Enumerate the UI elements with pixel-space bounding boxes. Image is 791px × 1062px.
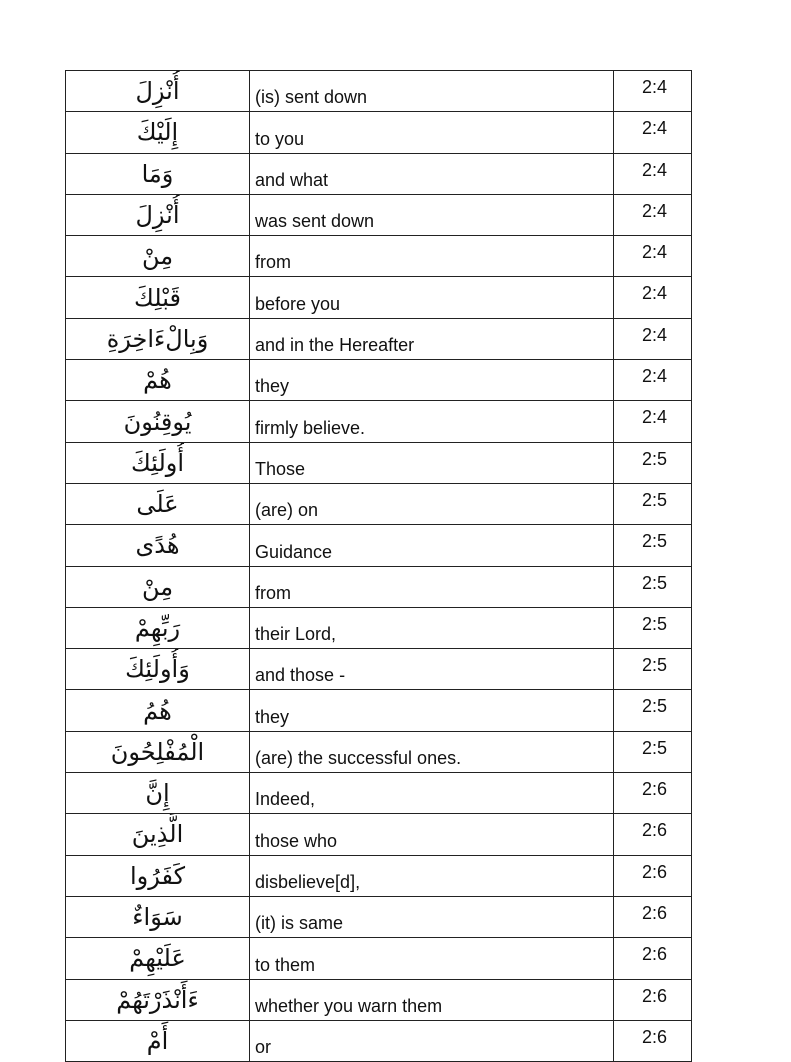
arabic-word-cell: هُدًى [66,525,250,566]
arabic-word-cell: أَمْ [66,1020,250,1061]
verse-reference-cell: 2:5 [614,566,692,607]
arabic-word-cell: عَلَيْهِمْ [66,938,250,979]
english-meaning-cell: and in the Hereafter [250,318,614,359]
verse-reference-cell: 2:4 [614,360,692,401]
table-row [66,236,692,277]
table-row [66,153,692,194]
arabic-word-cell: مِنْ [66,236,250,277]
english-meaning-cell: Those [250,442,614,483]
verse-reference-cell: 2:4 [614,318,692,359]
arabic-word-cell: وَمَا [66,153,250,194]
verse-reference-cell: 2:5 [614,731,692,772]
english-meaning-cell: and those - [250,649,614,690]
arabic-word-cell: رَبِّهِمْ [66,607,250,648]
table-row [66,896,692,937]
english-meaning-cell: (is) sent down [250,71,614,112]
english-meaning-cell: from [250,566,614,607]
verse-reference-cell: 2:5 [614,690,692,731]
arabic-word-cell: وَبِالْءَاخِرَةِ [66,318,250,359]
arabic-word-cell: الْمُفْلِحُونَ [66,731,250,772]
verse-reference-cell: 2:6 [614,938,692,979]
table-row [66,979,692,1020]
table-row [66,690,692,731]
vocabulary-table-body [66,71,692,1062]
verse-reference-cell: 2:4 [614,401,692,442]
verse-reference-cell: 2:5 [614,483,692,524]
english-meaning-cell: (it) is same [250,896,614,937]
english-meaning-cell: to you [250,112,614,153]
table-row [66,525,692,566]
verse-reference-cell: 2:5 [614,525,692,566]
table-row [66,566,692,607]
arabic-word-cell: أُنْزِلَ [66,71,250,112]
table-row [66,773,692,814]
arabic-word-cell: ءَأَنْذَرْتَهُمْ [66,979,250,1020]
vocabulary-table [65,70,692,1062]
verse-reference-cell: 2:4 [614,112,692,153]
table-row [66,731,692,772]
verse-reference-cell: 2:5 [614,442,692,483]
arabic-word-cell: كَفَرُوا [66,855,250,896]
verse-reference-cell: 2:6 [614,814,692,855]
arabic-word-cell: يُوقِنُونَ [66,401,250,442]
arabic-word-cell: أُولَئِكَ [66,442,250,483]
table-row [66,1020,692,1061]
english-meaning-cell: (are) on [250,483,614,524]
english-meaning-cell: from [250,236,614,277]
table-row [66,607,692,648]
verse-reference-cell: 2:5 [614,607,692,648]
english-meaning-cell: whether you warn them [250,979,614,1020]
verse-reference-cell: 2:6 [614,773,692,814]
english-meaning-cell: to them [250,938,614,979]
table-row [66,277,692,318]
verse-reference-cell: 2:4 [614,194,692,235]
verse-reference-cell: 2:6 [614,979,692,1020]
arabic-word-cell: أُنْزِلَ [66,194,250,235]
arabic-word-cell: مِنْ [66,566,250,607]
english-meaning-cell: Indeed, [250,773,614,814]
verse-reference-cell: 2:5 [614,649,692,690]
english-meaning-cell: and what [250,153,614,194]
arabic-word-cell: عَلَى [66,483,250,524]
table-row [66,112,692,153]
arabic-word-cell: هُمْ [66,360,250,401]
verse-reference-cell: 2:6 [614,1020,692,1061]
table-row [66,71,692,112]
table-row [66,814,692,855]
english-meaning-cell: or [250,1020,614,1061]
english-meaning-cell: those who [250,814,614,855]
verse-reference-cell: 2:4 [614,71,692,112]
table-row [66,360,692,401]
verse-reference-cell: 2:4 [614,153,692,194]
table-row [66,442,692,483]
table-row [66,401,692,442]
table-row [66,938,692,979]
english-meaning-cell: disbelieve[d], [250,855,614,896]
arabic-word-cell: هُمُ [66,690,250,731]
verse-reference-cell: 2:6 [614,896,692,937]
english-meaning-cell: they [250,690,614,731]
table-row [66,483,692,524]
table-row [66,855,692,896]
table-row [66,194,692,235]
verse-reference-cell: 2:4 [614,277,692,318]
english-meaning-cell: was sent down [250,194,614,235]
table-row [66,649,692,690]
arabic-word-cell: قَبْلِكَ [66,277,250,318]
english-meaning-cell: firmly believe. [250,401,614,442]
verse-reference-cell: 2:6 [614,855,692,896]
english-meaning-cell: Guidance [250,525,614,566]
table-row [66,318,692,359]
arabic-word-cell: سَوَاءٌ [66,896,250,937]
arabic-word-cell: إِنَّ [66,773,250,814]
english-meaning-cell: they [250,360,614,401]
arabic-word-cell: إِلَيْكَ [66,112,250,153]
english-meaning-cell: (are) the successful ones. [250,731,614,772]
verse-reference-cell: 2:4 [614,236,692,277]
arabic-word-cell: وَأُولَئِكَ [66,649,250,690]
arabic-word-cell: الَّذِينَ [66,814,250,855]
english-meaning-cell: their Lord, [250,607,614,648]
english-meaning-cell: before you [250,277,614,318]
